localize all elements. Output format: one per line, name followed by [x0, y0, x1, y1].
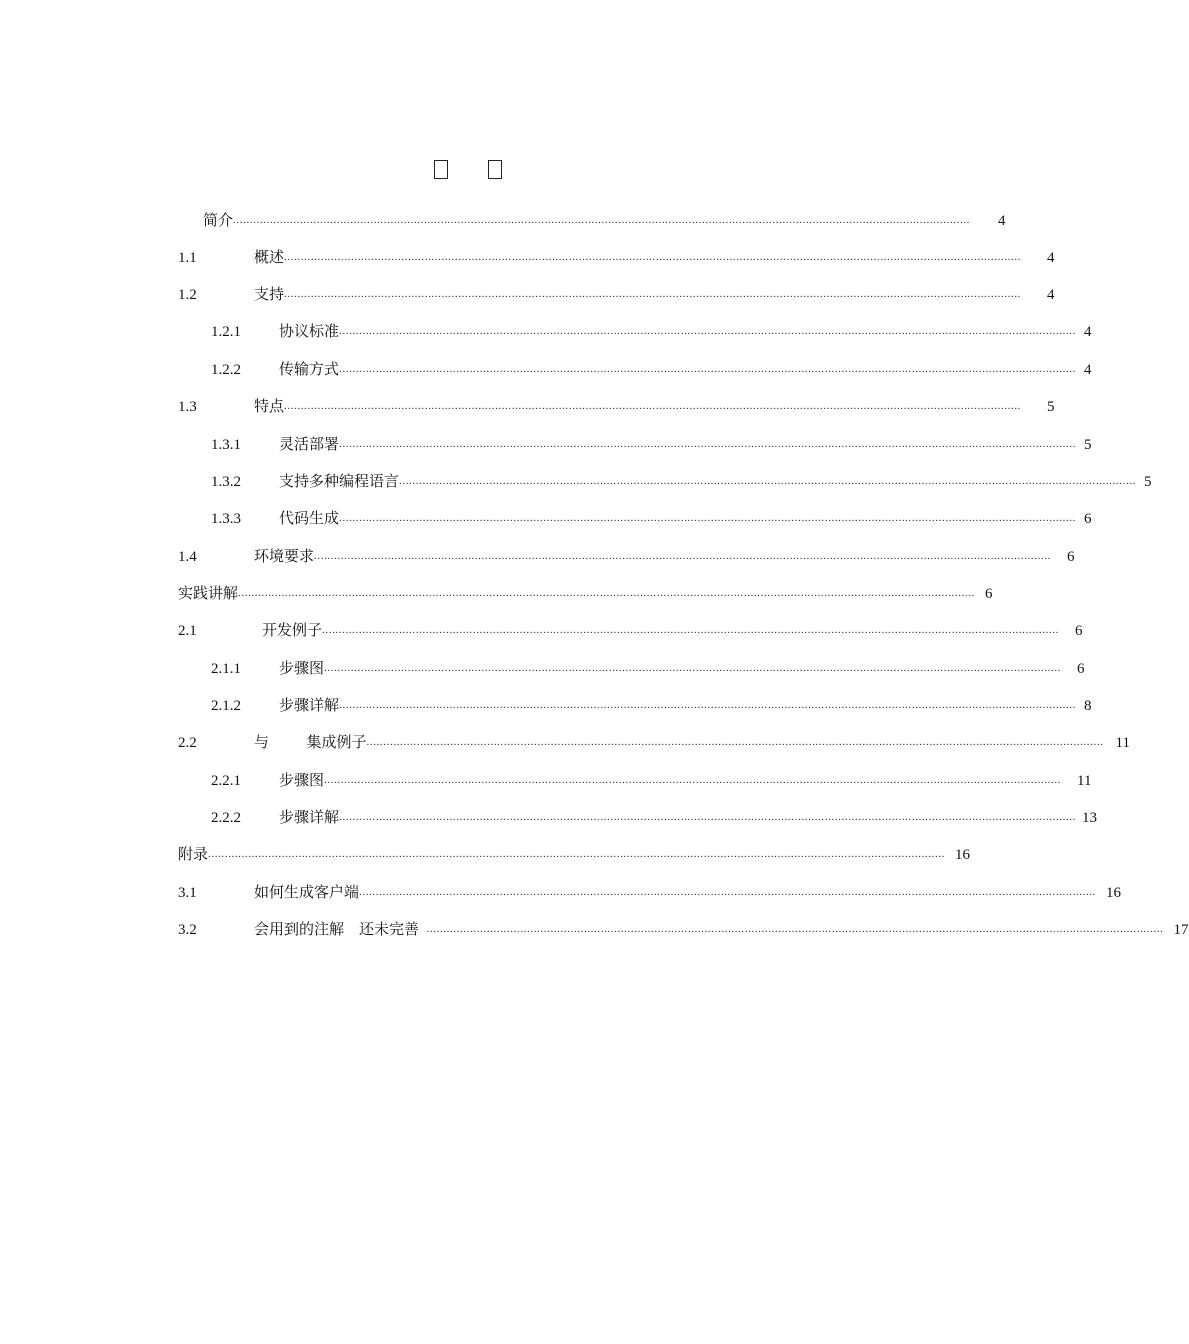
- toc-page-number: 16: [955, 847, 971, 863]
- toc-entry[interactable]: [211, 770, 1092, 792]
- toc-label: 概述: [254, 250, 285, 266]
- toc-label: 步骤详解: [279, 810, 340, 826]
- toc-entry[interactable]: [178, 919, 1189, 941]
- toc-entry[interactable]: [178, 732, 1130, 754]
- title-glyph-1: [434, 160, 448, 179]
- toc-leader-dots: ............................................................................................................................................................................................................................: [339, 363, 1077, 375]
- toc-number: 1.1: [178, 250, 197, 266]
- toc-page-number: 5: [1047, 399, 1055, 415]
- toc-entry[interactable]: [178, 844, 971, 866]
- toc-label: 支持多种编程语言: [279, 474, 400, 490]
- toc-leader-dots: ............................................................................................................................................................................................................................: [284, 251, 1022, 263]
- toc-number: 1.3.1: [211, 437, 241, 453]
- toc-page-number: 4: [998, 213, 1006, 229]
- toc-page-number: 5: [1084, 437, 1092, 453]
- toc-entry[interactable]: [211, 471, 1152, 493]
- toc-leader-dots: ............................................................................................................................................................................................................................: [359, 886, 1097, 898]
- toc-label: 传输方式: [279, 362, 340, 378]
- toc-entry[interactable]: [178, 247, 1055, 269]
- toc-leader-dots: ............................................................................................................................................................................................................................: [339, 811, 1077, 823]
- toc-label: 步骤图: [279, 661, 325, 677]
- toc-leader-dots: ............................................................................................................................................................................................................................: [322, 624, 1060, 636]
- toc-entry[interactable]: [178, 546, 1075, 568]
- toc-leader-dots: ............................................................................................................................................................................................................................: [339, 699, 1077, 711]
- toc-page-number: 5: [1144, 474, 1152, 490]
- toc-number: 2.1: [178, 623, 197, 639]
- toc-label: 附录: [178, 847, 209, 863]
- toc-page-number: 13: [1082, 810, 1098, 826]
- toc-label: 会用到的注解 还未完善: [254, 922, 427, 938]
- toc-label: 代码生成: [279, 511, 340, 527]
- toc-label: 环境要求: [254, 549, 315, 565]
- toc-leader-dots: ............................................................................................................................................................................................................................: [366, 736, 1104, 748]
- toc-page-number: 6: [1075, 623, 1083, 639]
- toc-leader-dots: ............................................................................................................................................................................................................................: [233, 214, 971, 226]
- toc-entry[interactable]: [178, 583, 993, 605]
- title-glyph-2: [488, 160, 502, 179]
- toc-label: 协议标准: [279, 324, 340, 340]
- toc-label: 开发例子: [262, 623, 323, 639]
- toc-entry[interactable]: [211, 321, 1092, 343]
- toc-page-number: 4: [1047, 287, 1055, 303]
- toc-label: 与 集成例子: [254, 735, 367, 751]
- toc-label: 实践讲解: [178, 586, 239, 602]
- toc-entry[interactable]: [203, 210, 1006, 232]
- toc-leader-dots: ............................................................................................................................................................................................................................: [399, 475, 1137, 487]
- toc-entry[interactable]: [211, 508, 1092, 530]
- toc-number: 2.1.1: [211, 661, 241, 677]
- toc-page-number: 4: [1084, 362, 1092, 378]
- toc-leader-dots: ............................................................................................................................................................................................................................: [339, 438, 1077, 450]
- toc-label: 灵活部署: [279, 437, 340, 453]
- toc-page-number: 8: [1084, 698, 1092, 714]
- toc-page-number: 17: [1173, 922, 1189, 938]
- toc-number: 2.2: [178, 735, 197, 751]
- toc-leader-dots: ............................................................................................................................................................................................................................: [208, 848, 946, 860]
- toc-leader-dots: ............................................................................................................................................................................................................................: [284, 400, 1022, 412]
- toc-page-number: 6: [1084, 511, 1092, 527]
- toc-number: 3.2: [178, 922, 197, 938]
- toc-entry[interactable]: [211, 695, 1092, 717]
- toc-entry[interactable]: [178, 620, 1083, 642]
- toc-entry[interactable]: [211, 359, 1092, 381]
- toc-page-number: 16: [1106, 885, 1122, 901]
- toc-label: 支持: [254, 287, 285, 303]
- toc-number: 3.1: [178, 885, 197, 901]
- toc-leader-dots: ............................................................................................................................................................................................................................: [284, 288, 1022, 300]
- toc-number: 2.2.1: [211, 773, 241, 789]
- page-title: [0, 158, 936, 179]
- toc-entry[interactable]: [211, 807, 1098, 829]
- toc-entry[interactable]: [211, 658, 1085, 680]
- toc-entry[interactable]: [178, 882, 1122, 904]
- toc-label: 步骤图: [279, 773, 325, 789]
- toc-label: 简介: [203, 213, 234, 229]
- toc-number: 1.3: [178, 399, 197, 415]
- toc-page-number: 11: [1077, 773, 1092, 789]
- toc-leader-dots: ............................................................................................................................................................................................................................: [324, 662, 1062, 674]
- toc-number: 1.3.3: [211, 511, 241, 527]
- toc-number: 1.2: [178, 287, 197, 303]
- toc-leader-dots: ............................................................................................................................................................................................................................: [339, 512, 1077, 524]
- toc-page-number: 4: [1047, 250, 1055, 266]
- toc-label: 步骤详解: [279, 698, 340, 714]
- toc-page-number: 6: [1067, 549, 1075, 565]
- toc-leader-dots: ............................................................................................................................................................................................................................: [426, 923, 1164, 935]
- toc-page-number: 4: [1084, 324, 1092, 340]
- toc-number: 2.2.2: [211, 810, 241, 826]
- toc-leader-dots: ............................................................................................................................................................................................................................: [314, 550, 1052, 562]
- toc-label: 特点: [254, 399, 285, 415]
- toc-leader-dots: ............................................................................................................................................................................................................................: [238, 587, 976, 599]
- toc-page-number: 6: [985, 586, 993, 602]
- toc-leader-dots: ............................................................................................................................................................................................................................: [339, 325, 1077, 337]
- toc-entry[interactable]: [211, 434, 1092, 456]
- toc-entry[interactable]: [178, 396, 1055, 418]
- toc-label: 如何生成客户端: [254, 885, 360, 901]
- toc-number: 2.1.2: [211, 698, 241, 714]
- toc-number: 1.2.1: [211, 324, 241, 340]
- toc-number: 1.2.2: [211, 362, 241, 378]
- toc-leader-dots: ............................................................................................................................................................................................................................: [324, 774, 1062, 786]
- toc-page-number: 11: [1115, 735, 1130, 751]
- toc-page-number: 6: [1077, 661, 1085, 677]
- toc-number: 1.3.2: [211, 474, 241, 490]
- toc-entry[interactable]: [178, 284, 1055, 306]
- toc-number: 1.4: [178, 549, 197, 565]
